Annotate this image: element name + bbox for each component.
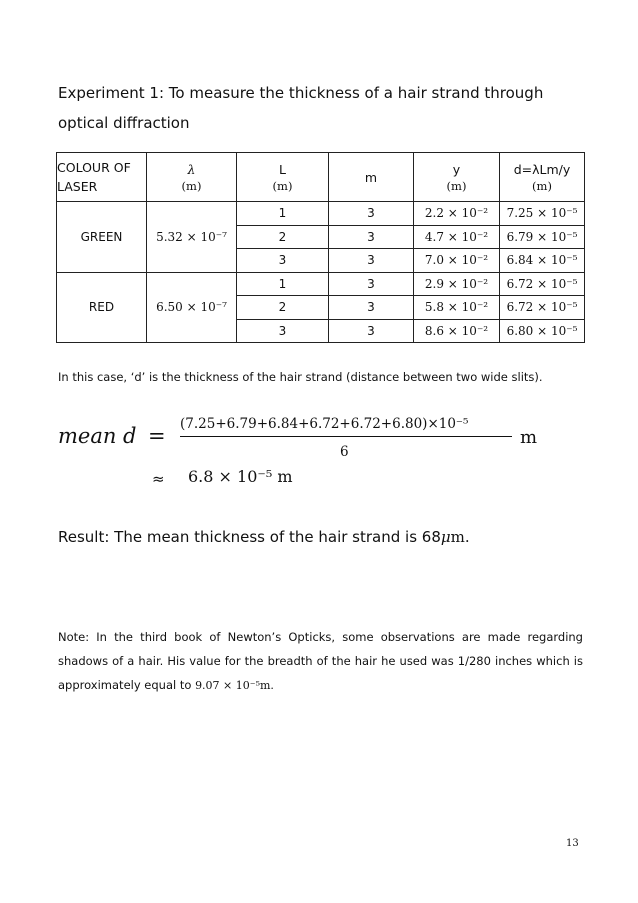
- distance-cell: 1: [237, 202, 329, 226]
- approx-value: 6.8 × 10⁻⁵ m: [188, 467, 293, 486]
- wavelength-cell: 5.32 × 10⁻⁷: [147, 202, 237, 273]
- thickness-cell: 6.79 × 10⁻⁵: [500, 225, 585, 249]
- distance-cell: 2: [237, 225, 329, 249]
- header-wavelength-unit: (m): [181, 178, 202, 193]
- note-text: Note: In the third book of Newton’s Opticks, some observations are made regarding shadows of a hair. His value for the breadth of the hair he used was 1/280 inches which is approximately equal to: [58, 630, 583, 692]
- thickness-cell: 6.80 × 10⁻⁵: [500, 319, 585, 343]
- header-wavelength-symbol: λ: [187, 161, 196, 177]
- fringe-cell: 8.6 × 10⁻²: [414, 319, 500, 343]
- fringe-cell: 2.9 × 10⁻²: [414, 272, 500, 296]
- result-mu: μ: [440, 528, 451, 546]
- header-fringe-symbol: y: [452, 161, 461, 177]
- thickness-cell: 6.72 × 10⁻⁵: [500, 296, 585, 320]
- order-cell: 3: [329, 225, 414, 249]
- table-row: [57, 272, 585, 296]
- order-cell: 3: [329, 272, 414, 296]
- order-cell: 3: [329, 202, 414, 226]
- thickness-cell: 7.25 × 10⁻⁵: [500, 202, 585, 226]
- fringe-cell: 5.8 × 10⁻²: [414, 296, 500, 320]
- order-cell: 3: [329, 249, 414, 273]
- fringe-cell: 4.7 × 10⁻²: [414, 225, 500, 249]
- fraction-bar: [180, 436, 512, 437]
- distance-cell: 3: [237, 249, 329, 273]
- header-distance: [237, 153, 329, 202]
- distance-cell: 3: [237, 319, 329, 343]
- formula-unit: m: [520, 427, 538, 448]
- formula-label: mean d: [58, 424, 137, 448]
- distance-cell: 1: [237, 272, 329, 296]
- newton-note: [58, 625, 583, 698]
- header-fringe: [414, 153, 500, 202]
- table-row: [57, 202, 585, 226]
- header-colour: COLOUR OF LASER: [57, 153, 147, 202]
- wavelength-cell: 6.50 × 10⁻⁷: [147, 272, 237, 343]
- result-text: Result: The mean thickness of the hair strand is 68: [58, 528, 441, 546]
- fringe-cell: 7.0 × 10⁻²: [414, 249, 500, 273]
- section-heading: Experiment 1: To measure the thickness of a hair strand through optical diffraction: [58, 84, 544, 132]
- result-unit: m.: [450, 528, 470, 546]
- formula-equals: =: [148, 424, 166, 448]
- header-wavelength: [147, 153, 237, 202]
- header-thickness-unit: (m): [532, 178, 552, 193]
- fringe-cell: 2.2 × 10⁻²: [414, 202, 500, 226]
- colour-cell: RED: [57, 272, 147, 343]
- page-number: 13: [566, 838, 579, 849]
- colour-cell: GREEN: [57, 202, 147, 273]
- distance-cell: 2: [237, 296, 329, 320]
- header-order: m: [329, 153, 414, 202]
- order-cell: 3: [329, 296, 414, 320]
- thickness-cell: 6.84 × 10⁻⁵: [500, 249, 585, 273]
- result-statement: [58, 528, 470, 546]
- context-note: In this case, ‘d’ is the thickness of the hair strand (distance between two wide slits).: [58, 370, 543, 384]
- approx-symbol: ≈: [152, 470, 165, 488]
- header-fringe-unit: (m): [446, 178, 467, 193]
- measurement-table: [56, 152, 585, 343]
- header-distance-unit: (m): [272, 178, 293, 193]
- header-thickness-symbol: d=λLm/y: [513, 161, 571, 177]
- note-value: 9.07 × 10⁻⁵m.: [195, 679, 274, 692]
- header-distance-symbol: L: [279, 161, 286, 177]
- order-cell: 3: [329, 319, 414, 343]
- table-header-row: [57, 153, 585, 202]
- header-thickness: [500, 153, 585, 202]
- thickness-cell: 6.72 × 10⁻⁵: [500, 272, 585, 296]
- formula-numerator: (7.25+6.79+6.84+6.72+6.72+6.80)×10⁻⁵: [180, 416, 469, 432]
- formula-denominator: 6: [340, 444, 349, 460]
